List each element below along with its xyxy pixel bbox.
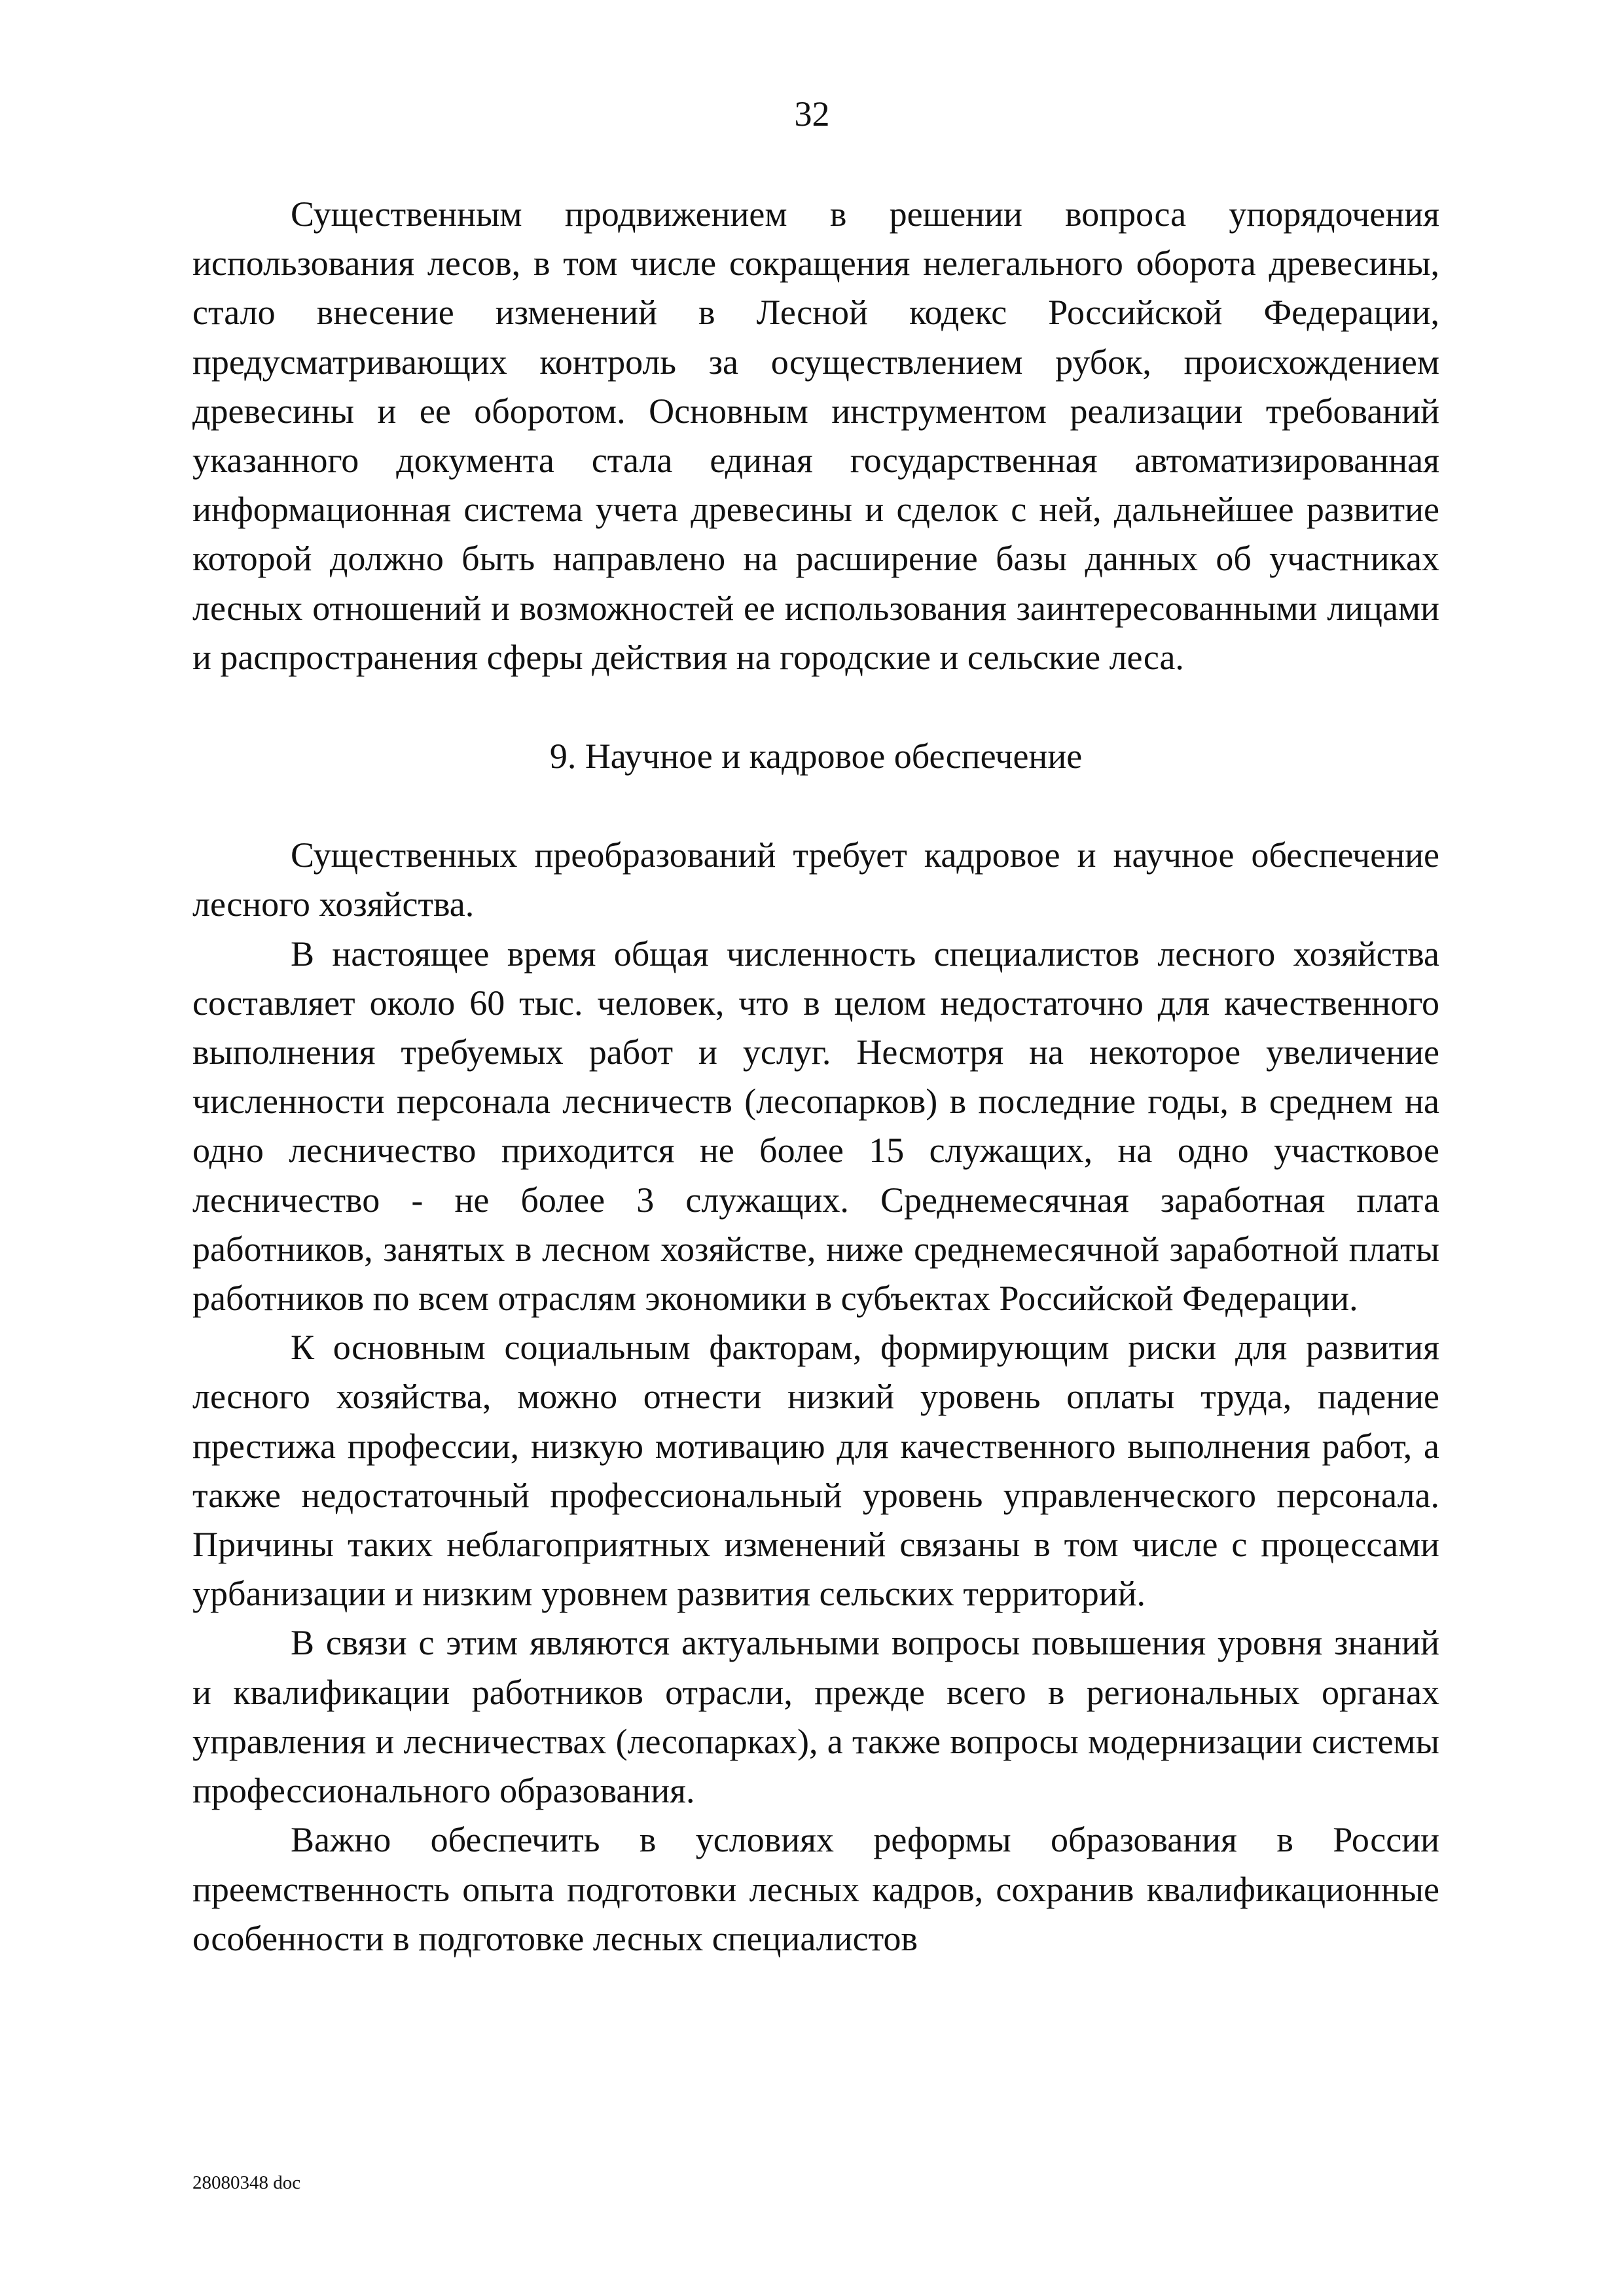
page-number: 32	[794, 94, 830, 134]
section-heading: 9. Научное и кадровое обеспечение	[549, 737, 1083, 776]
paragraph-staff-numbers: В настоящее время общая численность специалистов лесного хозяйства составляет около 60 тыс. человек, что в целом недостаточно для качественного выполнения требуемых работ и услуг. Несмотря на некоторое увеличение численности персонала лесничеств (лесопарков) в последние годы, в среднем на одно лесничество приходится не более 15 служащих, на одно участковое лесничество - не более 3 служащих. Среднемесячная заработная плата работников, занятых в лесном хозяйстве, ниже среднемесячной заработной платы работников по всем отраслям экономики в субъектах Российской Федерации.	[192, 934, 1439, 1319]
paragraph-forest-accounting: Существенным продвижением в решении вопроса упорядочения использования лесов, в том числе сокращения нелегального оборота древесины, стало внесение изменений в Лесной кодекс Российской Федерации, предусматривающих контроль за осуществлением рубок, происхождением древесины и ее оборотом. Основным инструментом реализации требований указанного документа стала единая государственная автоматизированная информационная система учета древесины и сделок с ней, дальнейшее развитие которой должно быть направлено на расширение базы данных об участниках лесных отношений и возможностей ее использования заинтересованными лицами и распространения сферы действия на городские и сельские леса.	[192, 194, 1439, 677]
footer-doc-code: 28080348 doc	[192, 2172, 301, 2193]
document-body	[192, 190, 1439, 1963]
paragraph-qualification: В связи с этим являются актуальными вопросы повышения уровня знаний и квалификации работников отрасли, прежде всего в региональных органах управления и лесничествах (лесопарках), а также вопросы модернизации системы профессионального образования.	[192, 1623, 1439, 1811]
paragraph-social-factors: К основным социальным факторам, формирующим риски для развития лесного хозяйства, можно отнести низкий уровень оплаты труда, падение престижа профессии, низкую мотивацию для качественного выполнения работ, а также недостаточный профессиональный уровень управленческого персонала. Причины таких неблагоприятных изменений связаны в том числе с процессами урбанизации и низким уровнем развития сельских территорий.	[192, 1328, 1439, 1614]
paragraph-staffing-needs: Существенных преобразований требует кадровое и научное обеспечение лесного хозяйства.	[192, 835, 1439, 924]
paragraph-education-reform: Важно обеспечить в условиях реформы образования в России преемственность опыта подготовки лесных кадров, сохранив квалификационные особенности в подготовке лесных специалистов	[192, 1820, 1439, 1958]
